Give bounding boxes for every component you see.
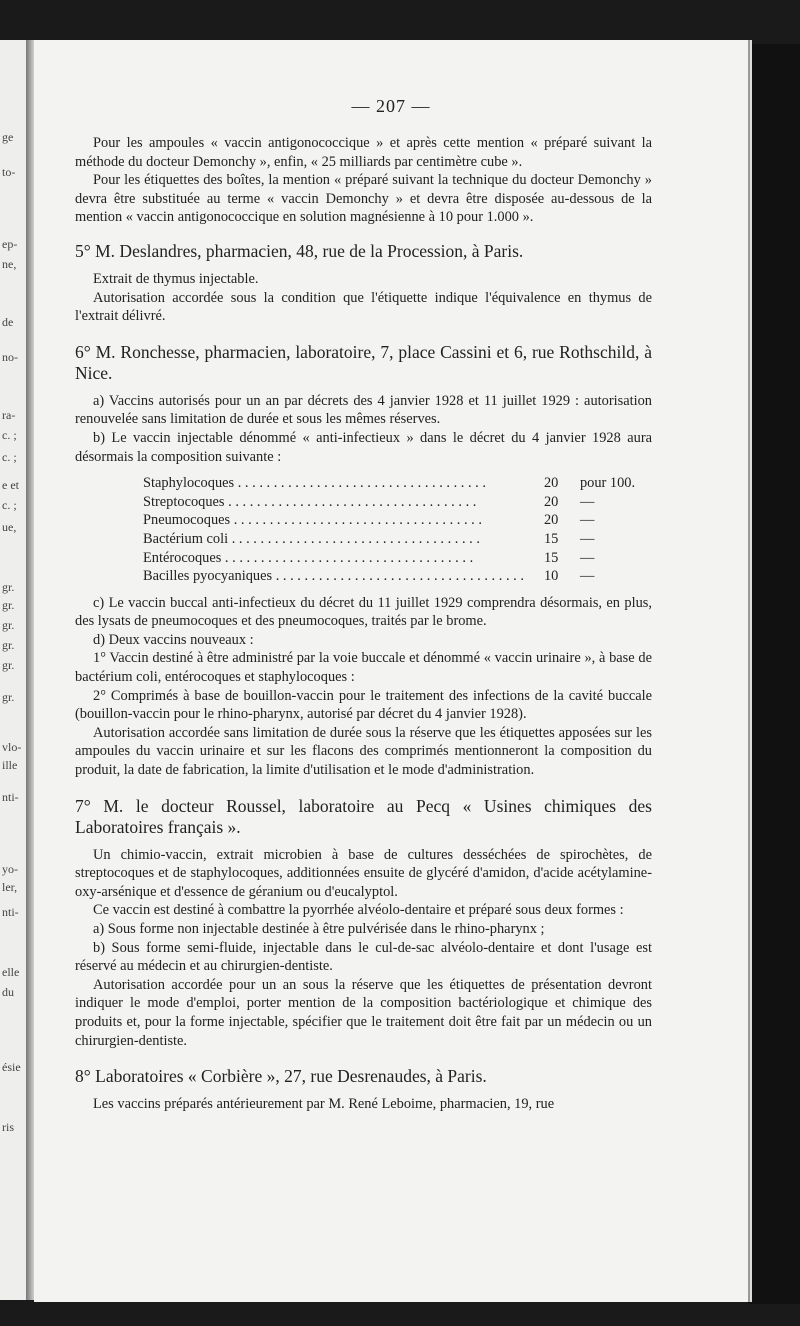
composition-name: Bactérium coli . . . bbox=[143, 530, 524, 549]
composition-value: 20 bbox=[543, 512, 559, 529]
composition-name: Pneumocoques . . . bbox=[143, 511, 524, 530]
facing-page-fragment: de bbox=[2, 315, 14, 329]
composition-unit: — bbox=[579, 512, 595, 529]
facing-page-fragment: ge bbox=[2, 130, 14, 144]
section-7-item-b: b) Sous forme semi-fluide, injectable dans le cul-de-sac alvéolo-dentaire et dont l'usage est réservé au médecin et au chirurgien-dentiste. bbox=[75, 939, 652, 975]
composition-row bbox=[143, 530, 635, 549]
facing-page-fragment: ep- bbox=[2, 237, 18, 251]
section-6-item-d1: 1° Vaccin destiné à être administré par la voie buccale et dénommé « vaccin urinaire », à base de bactérium coli, entérocoques et staphylocoques : bbox=[75, 650, 652, 686]
facing-page-fragment: ne, bbox=[2, 257, 17, 271]
composition-value: 15 bbox=[543, 530, 559, 547]
facing-page-edge bbox=[0, 40, 26, 1300]
section-8-paragraph-1: Les vaccins préparés antérieurement par M. René Leboime, pharmacien, 19, rue bbox=[93, 1096, 555, 1113]
composition-row bbox=[143, 474, 635, 493]
page-number: — 207 — bbox=[351, 96, 431, 116]
section-8-heading: 8° Laboratoires « Corbière », 27, rue Desrenaudes, à Paris. bbox=[75, 1066, 487, 1087]
facing-page-fragment: gr. bbox=[2, 618, 15, 632]
composition-unit: — bbox=[579, 493, 595, 510]
section-7-heading: 7° M. le docteur Roussel, laboratoire au Pecq « Usines chimiques des Laboratoires français ». bbox=[75, 795, 652, 837]
composition-name: Streptocoques . . . bbox=[143, 493, 524, 512]
section-7-paragraph-2: Ce vaccin est destiné à combattre la pyorrhée alvéolo-dentaire et préparé sous deux formes : bbox=[93, 902, 624, 919]
facing-page-fragment: c. ; bbox=[2, 498, 17, 512]
composition-row bbox=[143, 511, 635, 530]
section-6-heading: 6° M. Ronchesse, pharmacien, laboratoire, 7, place Cassini et 6, rue Rothschild, à Nice. bbox=[75, 341, 652, 383]
facing-page-fragment: c. ; bbox=[2, 450, 17, 464]
composition-unit: pour 100. bbox=[579, 475, 636, 492]
facing-page-fragment: gr. bbox=[2, 638, 15, 652]
facing-page-fragment: ris bbox=[2, 1120, 14, 1134]
composition-value: 10 bbox=[543, 568, 559, 585]
facing-page-fragment: ue, bbox=[2, 520, 17, 534]
facing-page-fragment: nti- bbox=[2, 905, 19, 919]
section-5-heading: 5° M. Deslandres, pharmacien, 48, rue de la Procession, à Paris. bbox=[75, 240, 524, 261]
composition-unit: — bbox=[579, 549, 595, 566]
facing-page-fragment: nti- bbox=[2, 790, 19, 804]
composition-unit: — bbox=[579, 530, 595, 547]
section-6-item-d: d) Deux vaccins nouveaux : bbox=[93, 631, 254, 648]
facing-page-fragment: elle bbox=[2, 965, 20, 979]
composition-value: 15 bbox=[543, 549, 559, 566]
book-gutter bbox=[26, 40, 34, 1300]
composition-value: 20 bbox=[543, 493, 559, 510]
section-5-paragraph-1: Extrait de thymus injectable. bbox=[93, 270, 259, 287]
facing-page-fragment: ésie bbox=[2, 1060, 21, 1074]
section-7-paragraph-1: Un chimio-vaccin, extrait microbien à base de cultures desséchées de spirochètes, de streptocoques et de staphylocoques, additionnées ensuite de glycéré d'amidon, d'acide acétylamine-oxy-arsénique et d'essence de géranium ou d'eucalyptol. bbox=[75, 846, 652, 900]
intro-paragraph-2: Pour les étiquettes des boîtes, la mention « préparé suivant la technique du docteur Demonchy » devra être substituée au terme « vaccin Demonchy » et devra être disposée au-dessous de la mention « vaccin antigonococcique en solution magnésienne à 10 pour 1.000 ». bbox=[75, 172, 652, 226]
facing-page-fragment: e et bbox=[2, 478, 19, 492]
facing-page-fragment: no- bbox=[2, 350, 18, 364]
composition-value: 20 bbox=[543, 475, 559, 492]
section-7-authorization: Autorisation accordée pour un an sous la réserve que les étiquettes de présentation devront indiquer le mode d'emploi, porter mention de la composition bactériologique et chimique des produits et, pour la forme injectable, spécifier que le traitement doit être fait par un médecin ou un chirurgien-dentiste. bbox=[75, 976, 652, 1049]
facing-page-fragment: ra- bbox=[2, 408, 16, 422]
composition-name: Bacilles pyocyaniques . . . bbox=[143, 567, 524, 586]
facing-page-fragment: to- bbox=[2, 165, 16, 179]
facing-page-fragment: c. ; bbox=[2, 428, 17, 442]
section-6-item-b: b) Le vaccin injectable dénommé « anti-infectieux » dans le décret du 4 janvier 1928 aura désormais la composition suivante : bbox=[75, 429, 652, 465]
facing-page-fragment: gr. bbox=[2, 598, 15, 612]
section-6-authorization: Autorisation accordée sans limitation de durée sous la réserve que les étiquettes apposées sur les ampoules du vaccin urinaire et sur les flacons des comprimés mentionneront la composition du produit, la date de fabrication, la limite d'utilisation et le mode d'administration. bbox=[75, 724, 652, 779]
composition-name: Staphylocoques . . . bbox=[143, 474, 524, 493]
composition-name: Entérocoques . . . bbox=[143, 549, 524, 568]
section-6-item-d2: 2° Comprimés à base de bouillon-vaccin pour le traitement des infections de la cavité buccale (bouillon-vaccin pour le rhino-pharynx, autorisé par décret du 4 janvier 1928). bbox=[75, 687, 652, 723]
page-body bbox=[75, 134, 652, 1114]
composition-row bbox=[143, 493, 635, 512]
facing-page-fragment: gr. bbox=[2, 580, 15, 594]
section-7-item-a: a) Sous forme non injectable destinée à être pulvérisée dans le rhino-pharynx ; bbox=[93, 921, 545, 937]
facing-page-fragment: du bbox=[2, 985, 14, 999]
composition-unit: — bbox=[579, 568, 595, 585]
scan-background bbox=[748, 44, 800, 1304]
composition-row bbox=[143, 549, 635, 568]
facing-page-fragment: ille bbox=[2, 758, 18, 772]
section-5-paragraph-2: Autorisation accordée sous la condition que l'étiquette indique l'équivalence en thymus de l'extrait délivré. bbox=[75, 289, 652, 325]
facing-page-fragment: ler, bbox=[2, 880, 18, 894]
section-6-item-c: c) Le vaccin buccal anti-infectieux du décret du 11 juillet 1929 comprendra désormais, en plus, des lysats de pneumocoques et des pneumocoques, traités par le brome. bbox=[75, 594, 652, 630]
composition-row bbox=[143, 567, 635, 586]
composition-table bbox=[143, 474, 635, 586]
facing-page-fragment: gr. bbox=[2, 690, 15, 704]
document-page bbox=[34, 40, 748, 1302]
section-6-item-a: a) Vaccins autorisés pour un an par décrets des 4 janvier 1928 et 11 juillet 1929 : autorisation renouvelée sans limitation de durée et sous les mêmes réserves. bbox=[75, 392, 652, 428]
facing-page-fragment: yo- bbox=[2, 862, 18, 876]
intro-paragraph-1: Pour les ampoules « vaccin antigonococcique » et après cette mention « préparé suivant la méthode du docteur Demonchy », enfin, « 25 milliards par centimètre cube ». bbox=[75, 135, 652, 170]
facing-page-fragment: vlo- bbox=[2, 740, 22, 754]
facing-page-fragment: gr. bbox=[2, 658, 15, 672]
